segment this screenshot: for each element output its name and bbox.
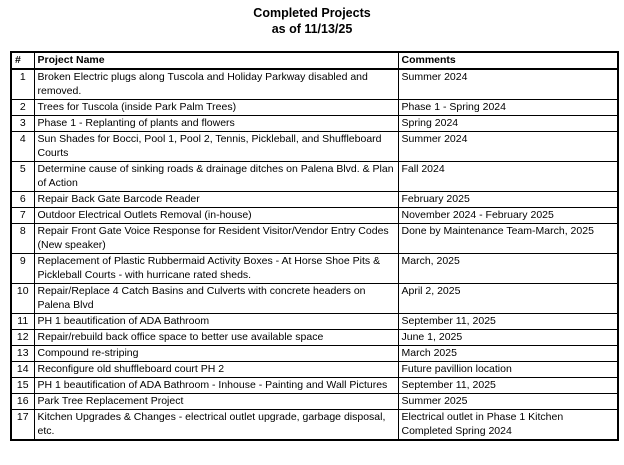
cell-project: Sun Shades for Bocci, Pool 1, Pool 2, Tennis, Pickleball, and Shuffleboard Courts — [34, 132, 398, 162]
cell-num: 16 — [11, 394, 34, 410]
cell-comment: Fall 2024 — [398, 162, 618, 192]
cell-project: Park Tree Replacement Project — [34, 394, 398, 410]
table-row — [11, 208, 618, 224]
table-row — [11, 192, 618, 208]
cell-num: 4 — [11, 132, 34, 162]
cell-comment: Summer 2024 — [398, 69, 618, 100]
cell-num: 13 — [11, 346, 34, 362]
cell-num: 2 — [11, 100, 34, 116]
table-row — [11, 362, 618, 378]
cell-project: Repair/rebuild back office space to better use available space — [34, 330, 398, 346]
cell-project: Kitchen Upgrades & Changes - electrical outlet upgrade, garbage disposal, etc. — [34, 410, 398, 441]
table-header-row — [11, 52, 618, 69]
cell-num: 10 — [11, 284, 34, 314]
cell-project: Compound re-striping — [34, 346, 398, 362]
cell-comment: March, 2025 — [398, 254, 618, 284]
table-body — [11, 69, 618, 440]
cell-comment: September 11, 2025 — [398, 378, 618, 394]
cell-comment: March 2025 — [398, 346, 618, 362]
cell-num: 14 — [11, 362, 34, 378]
cell-comment: Electrical outlet in Phase 1 Kitchen Completed Spring 2024 — [398, 410, 618, 441]
cell-comment: Phase 1 - Spring 2024 — [398, 100, 618, 116]
cell-num: 1 — [11, 69, 34, 100]
table-row — [11, 330, 618, 346]
table-row — [11, 69, 618, 100]
cell-project: Repair Front Gate Voice Response for Resident Visitor/Vendor Entry Codes (New speaker) — [34, 224, 398, 254]
cell-num: 7 — [11, 208, 34, 224]
table-row — [11, 100, 618, 116]
table-row — [11, 394, 618, 410]
cell-num: 5 — [11, 162, 34, 192]
header-cell-project-name: Project Name — [34, 52, 398, 69]
header-cell-comments: Comments — [398, 52, 618, 69]
cell-comment: Future pavillion location — [398, 362, 618, 378]
cell-project: Phase 1 - Replanting of plants and flowers — [34, 116, 398, 132]
completed-projects-table — [10, 51, 619, 441]
cell-num: 3 — [11, 116, 34, 132]
cell-comment: April 2, 2025 — [398, 284, 618, 314]
cell-project: Repair/Replace 4 Catch Basins and Culverts with concrete headers on Palena Blvd — [34, 284, 398, 314]
cell-project: PH 1 beautification of ADA Bathroom — [34, 314, 398, 330]
cell-project: Trees for Tuscola (inside Park Palm Trees) — [34, 100, 398, 116]
cell-project: Replacement of Plastic Rubbermaid Activity Boxes - At Horse Shoe Pits & Pickleball Courts - with hurricane rated sheds. — [34, 254, 398, 284]
table-row — [11, 378, 618, 394]
title-block — [0, 5, 624, 37]
cell-num: 9 — [11, 254, 34, 284]
cell-project: Broken Electric plugs along Tuscola and Holiday Parkway disabled and removed. — [34, 69, 398, 100]
table-row — [11, 346, 618, 362]
table-row — [11, 162, 618, 192]
cell-comment: Summer 2024 — [398, 132, 618, 162]
cell-comment: Summer 2025 — [398, 394, 618, 410]
page-title: Completed Projects — [253, 6, 371, 20]
cell-num: 8 — [11, 224, 34, 254]
cell-num: 15 — [11, 378, 34, 394]
table-row — [11, 224, 618, 254]
page-subtitle: as of 11/13/25 — [271, 22, 353, 36]
cell-project: Repair Back Gate Barcode Reader — [34, 192, 398, 208]
cell-num: 17 — [11, 410, 34, 441]
cell-project: Outdoor Electrical Outlets Removal (in-house) — [34, 208, 398, 224]
table-row — [11, 314, 618, 330]
cell-num: 12 — [11, 330, 34, 346]
cell-num: 6 — [11, 192, 34, 208]
table-row — [11, 132, 618, 162]
cell-comment: Spring 2024 — [398, 116, 618, 132]
cell-comment: September 11, 2025 — [398, 314, 618, 330]
table-row — [11, 254, 618, 284]
cell-comment: February 2025 — [398, 192, 618, 208]
cell-project: Determine cause of sinking roads & drainage ditches on Palena Blvd. & Plan of Action — [34, 162, 398, 192]
cell-comment: Done by Maintenance Team-March, 2025 — [398, 224, 618, 254]
cell-project: Reconfigure old shuffleboard court PH 2 — [34, 362, 398, 378]
table-row — [11, 116, 618, 132]
table-row — [11, 284, 618, 314]
cell-project: PH 1 beautification of ADA Bathroom - Inhouse - Painting and Wall Pictures — [34, 378, 398, 394]
cell-num: 11 — [11, 314, 34, 330]
header-cell-number: # — [11, 52, 34, 69]
cell-comment: November 2024 - February 2025 — [398, 208, 618, 224]
table-row — [11, 410, 618, 441]
cell-comment: June 1, 2025 — [398, 330, 618, 346]
